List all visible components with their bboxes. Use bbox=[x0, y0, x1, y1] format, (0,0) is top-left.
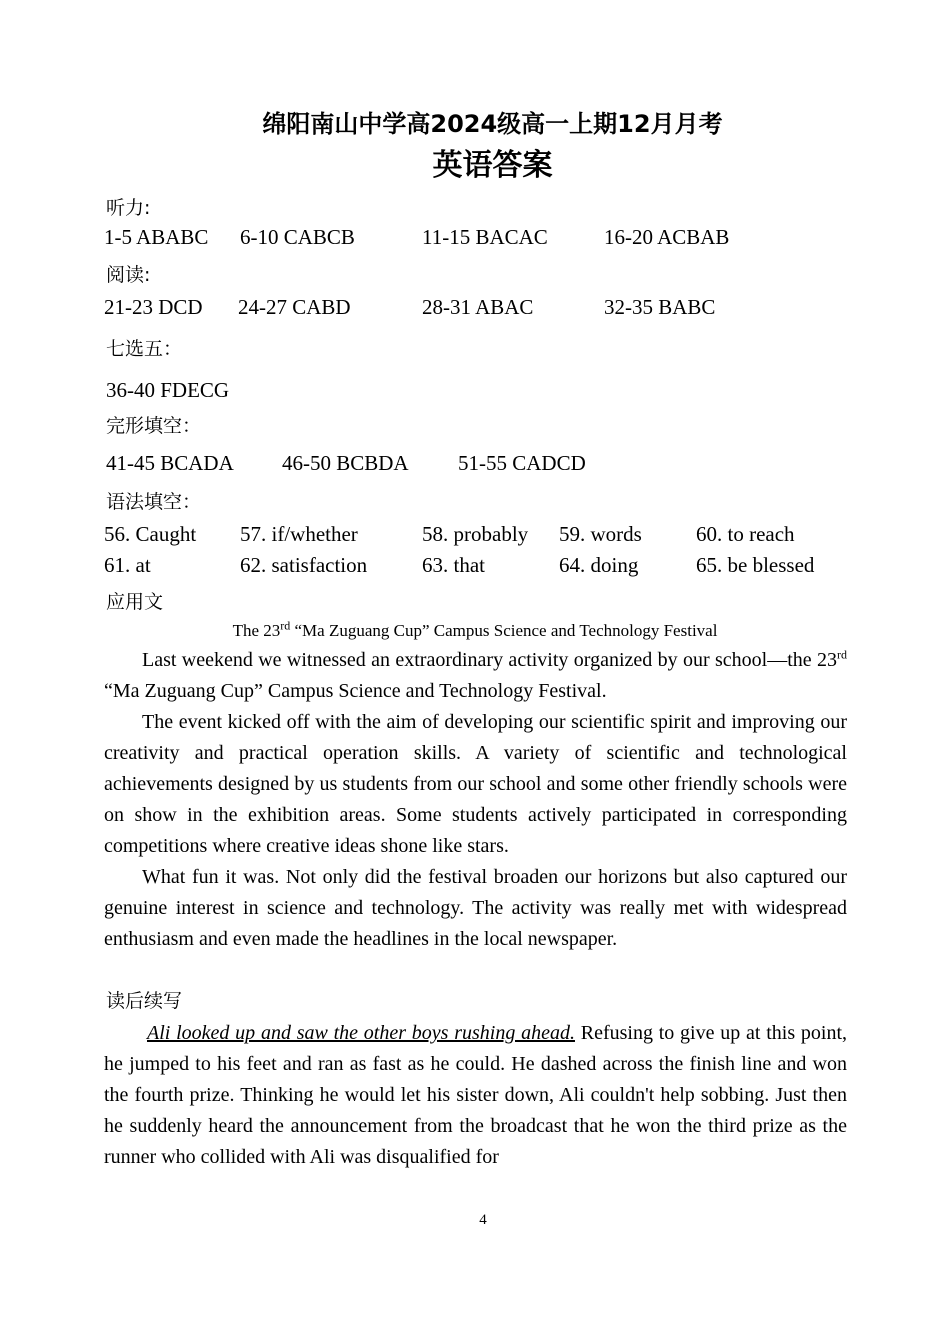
answer-group: 32-35 BABC bbox=[604, 295, 716, 319]
answer-group: 41-45 BCADA bbox=[106, 451, 234, 475]
grammar-row-1 bbox=[0, 520, 950, 548]
grammar-answer: 57. if/whether bbox=[240, 522, 358, 546]
cloze-answers bbox=[0, 449, 950, 477]
seven-choose-five-answers bbox=[0, 376, 950, 404]
listening-label: 听力: bbox=[106, 197, 151, 219]
practical-writing-label: 应用文 bbox=[106, 591, 164, 613]
grammar-label: 语法填空： bbox=[106, 491, 202, 513]
answer-group: 51-55 CADCD bbox=[458, 451, 586, 475]
answer-group: 24-27 CABD bbox=[238, 295, 351, 319]
page-number: 4 bbox=[479, 1212, 487, 1228]
grammar-answer: 56. Caught bbox=[104, 522, 197, 546]
grammar-answer: 63. that bbox=[422, 553, 485, 577]
answer-group: 36-40 FDECG bbox=[106, 378, 230, 402]
cloze-label: 完形填空： bbox=[106, 415, 202, 437]
listening-answers bbox=[0, 223, 950, 251]
grammar-answer: 64. doing bbox=[559, 553, 639, 577]
answer-group: 28-31 ABAC bbox=[422, 295, 534, 319]
grammar-answer: 61. at bbox=[104, 553, 151, 577]
subject-title: 英语答案 bbox=[432, 148, 553, 183]
essay-paragraph-3: What fun it was. Not only did the festival broaden our horizons but also captured our genuine interest in science and technology. The activity was really met with widespread enthusiasm and even made the headlines in the local newspaper. bbox=[104, 866, 847, 950]
grammar-answer: 60. to reach bbox=[696, 522, 795, 546]
continuation-paragraph bbox=[104, 1018, 847, 1173]
grammar-answer: 58. probably bbox=[422, 522, 529, 546]
essay-paragraph-1: Last weekend we witnessed an extraordinary activity organized by our school—the 23rd “Ma Zuguang Cup” Campus Science and Technology Festival. bbox=[104, 647, 847, 702]
grammar-answer: 59. words bbox=[559, 522, 642, 546]
reading-label: 阅读: bbox=[106, 264, 151, 286]
grammar-answer: 62. satisfaction bbox=[240, 553, 368, 577]
answer-group: 21-23 DCD bbox=[104, 295, 203, 319]
answer-group: 1-5 ABABC bbox=[104, 225, 209, 249]
school-title: 绵阳南山中学高2024级高一上期12月月考 bbox=[262, 110, 723, 138]
essay-paragraph-2: The event kicked off with the aim of developing our scientific spirit and improving our creativity and practical operation skills. A variety of scientific and technological achievements designed by us students from our school and some other friendly schools were on show in the exhibition areas. Some students actively participated in corresponding competitions where creative ideas shone like stars. bbox=[104, 711, 847, 857]
continuation-body: Refusing to give up at this point, he jumped to his feet and ran as fast as he could. He dashed across the finish line and won the fourth prize. Thinking he would let his sister down, Ali couldn't help sobbing. Just then he suddenly heard the announcement from the broadcast that he won the third prize as the runner who collided with Ali was disqualified for bbox=[104, 1022, 848, 1168]
continuation-writing-label: 读后续写 bbox=[106, 990, 183, 1012]
answer-group: 11-15 BACAC bbox=[422, 225, 548, 249]
grammar-answer: 65. be blessed bbox=[696, 553, 815, 577]
lead-sentence: Ali looked up and saw the other boys rushing ahead. bbox=[147, 1022, 575, 1044]
answer-group: 16-20 ACBAB bbox=[604, 225, 730, 249]
seven-choose-five-label: 七选五： bbox=[106, 338, 183, 360]
answer-group: 46-50 BCBDA bbox=[282, 451, 409, 475]
reading-answers bbox=[0, 293, 950, 321]
essay-title: The 23rd “Ma Zuguang Cup” Campus Science and Technology Festival bbox=[232, 618, 718, 640]
grammar-row-2 bbox=[0, 551, 950, 579]
answer-group: 6-10 CABCB bbox=[240, 225, 355, 249]
